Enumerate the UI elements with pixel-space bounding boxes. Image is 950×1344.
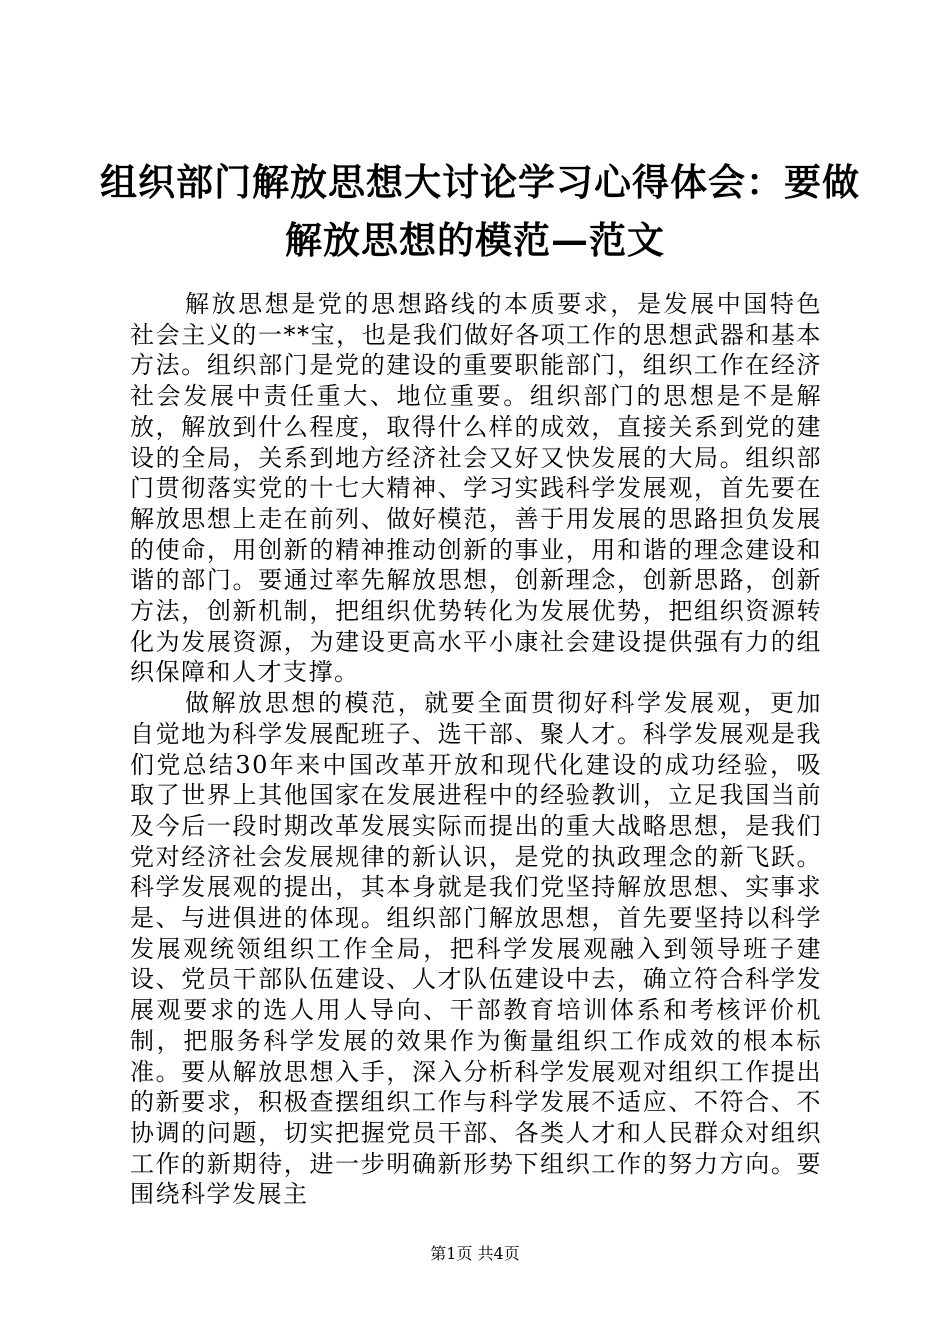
- document-title-line-1: 组织部门解放思想大讨论学习心得体会：要做: [100, 160, 860, 204]
- document-title-line-2: 解放思想的模范—范文: [285, 218, 665, 262]
- document-body: [130, 289, 822, 1210]
- page-number-footer: 第1页 共4页: [430, 1244, 520, 1263]
- body-paragraph-1: 解放思想是党的思想路线的本质要求，是发展中国特色社会主义的一**宝，也是我们做好各项工作的思想武器和基本方法。组织部门是党的建设的重要职能部门，组织工作在经济社会发展中责任重大、地位重要。组织部门的思想是不是解放，解放到什么程度，取得什么样的成效，直接关系到党的建设的全局，关系到地方经济社会又好又快发展的大局。组织部门贯彻落实党的十七大精神、学习实践科学发展观，首先要在解放思想上走在前列、做好模范，善于用发展的思路担负发展的使命，用创新的精神推动创新的事业，用和谐的理念建设和谐的部门。要通过率先解放思想，创新理念，创新思路，创新方法，创新机制，把组织优势转化为发展优势，把组织资源转化为发展资源，为建设更高水平小康社会建设提供强有力的组织保障和人才支撑。: [130, 290, 822, 687]
- body-paragraph-2: 做解放思想的模范，就要全面贯彻好科学发展观，更加自觉地为科学发展配班子、选干部、聚人才。科学发展观是我们党总结30年来中国改革开放和现代化建设的成功经验，吸取了世界上其他国家在发展进程中的经验教训，立足我国当前及今后一段时期改革发展实际而提出的重大战略思想，是我们党对经济社会发展规律的新认识，是党的执政理念的新飞跃。科学发展观的提出，其本身就是我们党坚持解放思想、实事求是、与进俱进的体现。组织部门解放思想，首先要坚持以科学发展观统领组织工作全局，把科学发展观融入到领导班子建设、党员干部队伍建设、人才队伍建设中去，确立符合科学发展观要求的选人用人导向、干部教育培训体系和考核评价机制，把服务科学发展的效果作为衡量组织工作成效的根本标准。要从解放思想入手，深入分析科学发展观对组织工作提出的新要求，积极查摆组织工作与科学发展不适应、不符合、不协调的问题，切实把握党员干部、各类人才和人民群众对组织工作的新期待，进一步明确新形势下组织工作的努力方向。要围绕科学发展主: [130, 689, 822, 1209]
